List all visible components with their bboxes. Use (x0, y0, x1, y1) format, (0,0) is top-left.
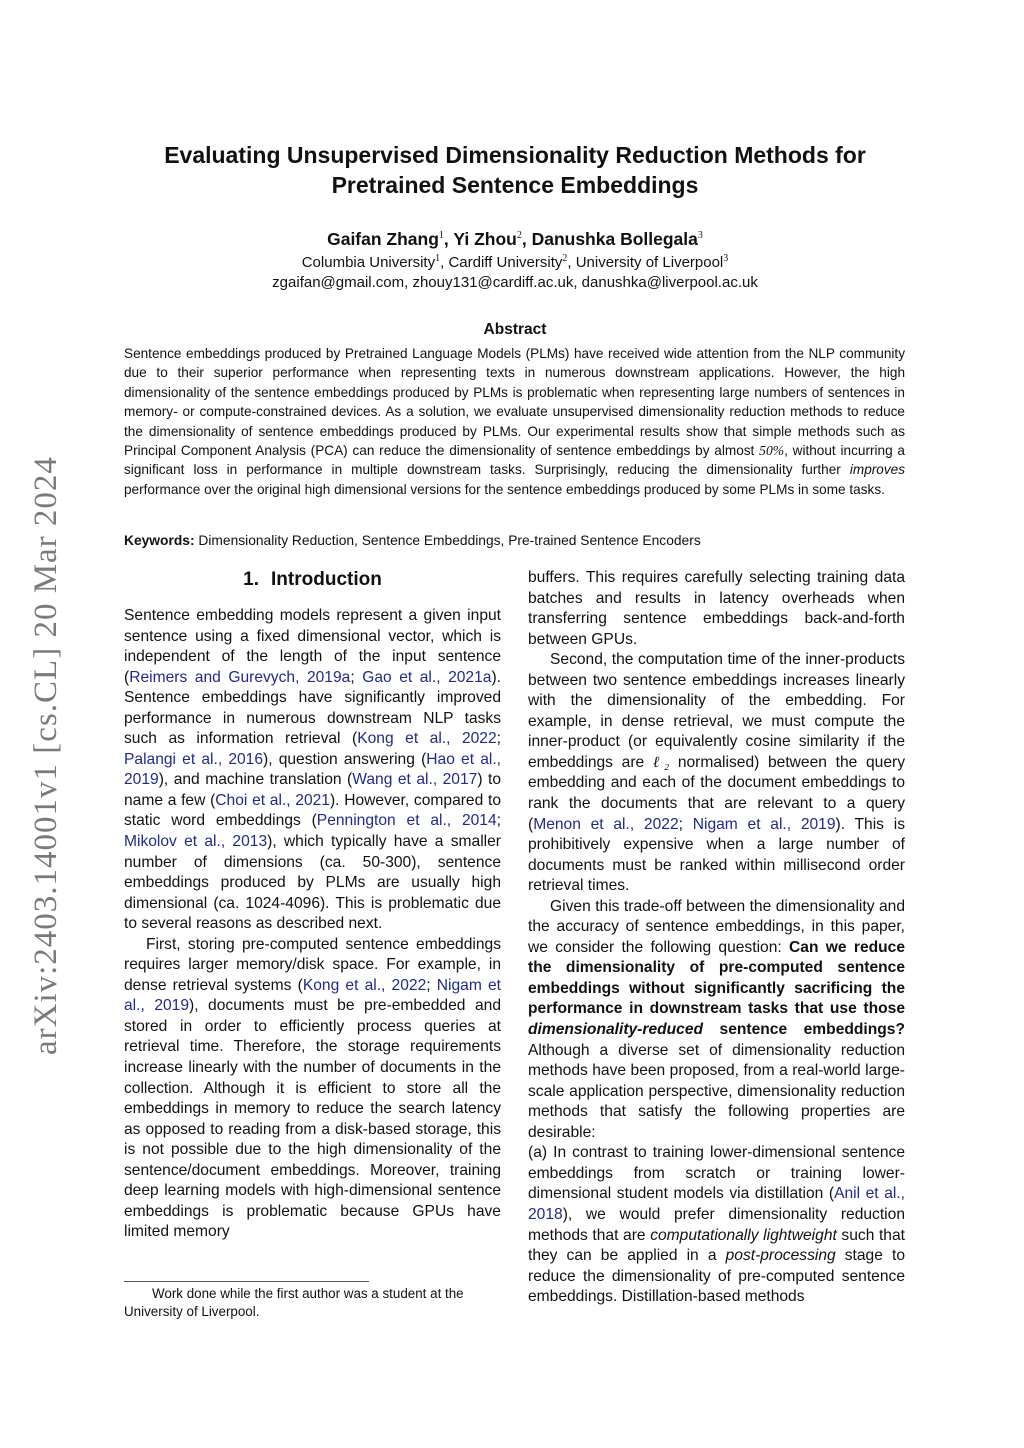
citation-link[interactable]: Nigam et al., 2019 (124, 976, 501, 1015)
citation-link[interactable]: Palangi et al., 2016 (124, 750, 264, 768)
author-list: Gaifan Zhang$^1$, Yi Zhou$^2$, Danushka Bollegala$^3$ (327, 229, 703, 249)
keywords-line (124, 533, 905, 548)
affil-mark: 1 (435, 253, 441, 264)
emphasis-text: computationally lightweight (650, 1226, 837, 1244)
body-text: ). Sentence embeddings have significantly improved performance in numerous downstream NLP tasks such as information retrieval ( (124, 668, 501, 748)
citation-link[interactable]: Kong et al., 2022 (357, 730, 497, 748)
title-line-2: Pretrained Sentence Embeddings (331, 172, 699, 198)
body-text: ; (678, 815, 693, 833)
body-text: (a) In contrast to training lower-dimensional sentence embeddings from scratch or training lower-dimensional student models via distillation ( (528, 1144, 905, 1203)
author-affil-mark: 3 (697, 230, 703, 242)
abstract-text: Sentence embeddings produced by Pretrained Language Models (PLMs) have received wide attention from the NLP community due to their superior performance when representing texts in numerous downstream applications. However, the high dimensionality of the sentence embeddings produced by PLMs is problematic when representing large numbers of sentences in memory- or compute-constrained devices. As a solution, we evaluate unsupervised dimensionality reduction methods to reduce the dimensionality of sentence embeddings produced by PLMs. Our experimental results show that simple methods such as Principal Component Analysis (PCA) can reduce the dimensionality of sentence embeddings by almost (124, 346, 905, 459)
citation-link[interactable]: Hao et al., 2019 (124, 750, 502, 789)
section-title: Introduction (271, 569, 382, 590)
body-text: ). This is prohibitively expensive when a large number of documents must be ranked within millisecond order retrieval times. (528, 815, 905, 895)
keywords-label: Keywords: (124, 533, 195, 548)
body-text: ), and machine translation ( (158, 771, 353, 789)
body-text: ; (426, 976, 437, 994)
footnote-text: Work done while the first author was a student at the University of Liverpool. (124, 1286, 464, 1319)
body-text: ). However, compared to static word embeddings ( (124, 791, 501, 830)
paper-title (120, 140, 910, 200)
footnote (124, 1285, 501, 1321)
body-text: ), documents must be pre-embedded and stored in order to efficiently process queries at retrieval time. Therefore, the storage requirements increase linearly with the number of documents in the collection. Although it is efficient to store all the embeddings in memory to reduce the search latency as opposed to reading from a disk-based storage, this is not possible due to the high dimensionality of the sentence/document embeddings. Moreover, training deep learning models with high-dimensional sentence embeddings is problematic because GPUs have limited memory (124, 997, 501, 1241)
body-text: such that they can be applied in a (528, 1226, 905, 1265)
body-text: ; (496, 730, 501, 748)
abstract-body (124, 344, 905, 499)
affiliation: University of Liverpool (575, 254, 724, 271)
affiliation: Columbia University (301, 254, 436, 271)
citation-link[interactable]: Menon et al., 2022 (533, 815, 679, 833)
affiliation-list: Columbia University$^1$, Cardiff University$^2$, University of Liverpool$^3$ (301, 253, 729, 271)
author-affil-mark: 2 (516, 230, 522, 242)
abstract-text: performance over the original high dimensional versions for the sentence embeddings produced by some PLMs in some tasks. (124, 481, 885, 497)
left-column (124, 568, 501, 1243)
right-column (528, 568, 905, 1308)
body-text: ) to name a few ( (124, 771, 502, 809)
math-symbol: ℓ₂ (652, 753, 670, 771)
author-name: Gaifan Zhang (327, 229, 439, 249)
bold-text: sentence embeddings? (703, 1021, 905, 1039)
citation-link[interactable]: Gao et al., 2021a (362, 668, 492, 686)
emphasis-text: post-processing (725, 1247, 836, 1265)
abstract-heading: Abstract (483, 321, 547, 338)
body-text: Although a diverse set of dimensionality reduction methods have been proposed, from a real-world large-scale application perspective, dimensionality reduction methods that satisfy the following properties are desirable: (528, 1041, 905, 1141)
body-text: ), which typically have a smaller number of dimensions (ca. 50-300), sentence embeddings produced by PLMs are usually high dimensional (ca. 1024-4096). This is problematic due to several reasons as described next. (124, 833, 501, 933)
keywords-text: Dimensionality Reduction, Sentence Embeddings, Pre-trained Sentence Encoders (194, 533, 701, 548)
title-line-1: Evaluating Unsupervised Dimensionality Reduction Methods for (164, 142, 866, 168)
footnote-divider (124, 1281, 369, 1282)
body-text: Sentence embedding models represent a given input sentence using a fixed dimensional vector, which is independent of the length of the input sentence ( (124, 607, 501, 686)
body-text: ), we would prefer dimensionality reduction methods that are (528, 1205, 905, 1244)
body-text: ; (350, 668, 363, 686)
citation-link[interactable]: Pennington et al., 2014 (316, 812, 497, 830)
bold-emphasis: dimensionality-reduced (528, 1021, 704, 1039)
body-text: Given this trade-off between the dimensionality and the accuracy of sentence embeddings, in this paper, we consider the following question: (528, 897, 905, 956)
section-heading (124, 568, 501, 592)
abstract-math: 50% (759, 443, 785, 459)
body-text: stage to reduce the dimensionality of pre-computed sentence embeddings. Distillation-based methods (528, 1247, 905, 1306)
paragraph (124, 935, 501, 1243)
citation-link[interactable]: Mikolov et al., 2013 (124, 833, 268, 851)
body-text: ), question answering ( (263, 750, 427, 768)
citation-link[interactable]: Wang et al., 2017 (352, 771, 478, 789)
body-text: ; (496, 812, 501, 830)
citation-link[interactable]: Choi et al., 2021 (215, 791, 330, 809)
affiliation: Cardiff University (448, 254, 563, 271)
section-number: 1. (243, 569, 260, 590)
author-emails: zgaifan@gmail.com, zhouy131@cardiff.ac.uk, danushka@liverpool.ac.uk (272, 274, 758, 291)
paragraph (528, 897, 905, 1144)
citation-link[interactable]: Nigam et al., 2019 (692, 815, 836, 833)
author-name: Yi Zhou (453, 229, 517, 249)
paragraph (528, 1143, 905, 1307)
paragraph (528, 650, 905, 897)
body-text: normalised) between the query embedding and each of the document embeddings to rank the documents that are relevant to a query ( (528, 753, 906, 833)
paragraph (124, 606, 501, 935)
body-text: First, storing pre-computed sentence embeddings requires larger memory/disk space. For example, in dense retrieval systems ( (124, 935, 501, 994)
affil-mark: 2 (562, 253, 568, 264)
author-name: Danushka Bollegala (531, 229, 698, 249)
citation-link[interactable]: Kong et al., 2022 (302, 976, 427, 994)
bold-text: Can we reduce the dimensionality of pre-computed sentence embeddings without significantly sacrificing the performance in downstream tasks that use those (528, 938, 906, 1018)
abstract-emphasis: improves (849, 462, 905, 478)
abstract-text: , without incurring a significant loss in performance in multiple downstream tasks. Surprisingly, reducing the dimensionality further (124, 443, 905, 478)
arxiv-stamp: arXiv:2403.14001v1 [cs.CL] 20 Mar 2024 (28, 456, 64, 1055)
body-text: Second, the computation time of the inner-products between two sentence embeddings increases linearly with the dimensionality of the embedding. For example, in dense retrieval, we must compute the inner-product (or equivalently cosine similarity if the embeddings are (528, 651, 905, 771)
citation-link[interactable]: Reimers and Gurevych, 2019a (129, 668, 351, 686)
author-affil-mark: 1 (438, 230, 444, 242)
affil-mark: 3 (723, 253, 729, 264)
paragraph: buffers. This requires carefully selecting training data batches and results in latency overheads when transferring sentence embeddings back-and-forth between GPUs. (528, 569, 905, 648)
citation-link[interactable]: Anil et al., 2018 (528, 1185, 905, 1223)
